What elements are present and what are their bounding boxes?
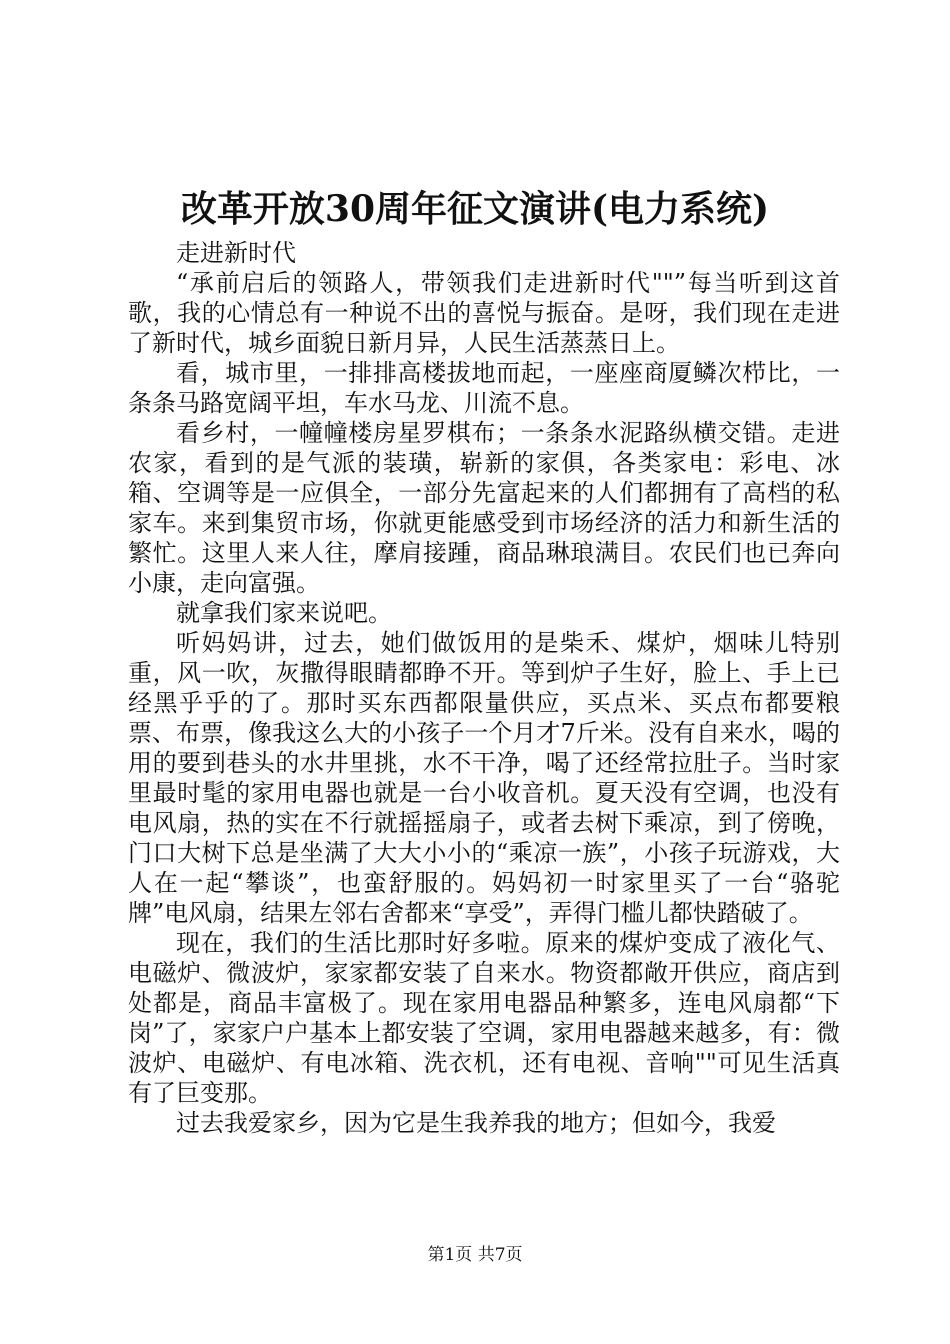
paragraph: 现在，我们的生活比那时好多啦。原来的煤炉变成了液化气、电磁炉、微波炉，家家都安装了自来水。物资都敞开供应，商店到处都是，商品丰富极了。现在家用电器品种繁多，连电风扇都“下岗”了，家家户户基本上都安装了空调，家用电器越来越多，有：微波炉、电磁炉、有电冰箱、洗衣机，还有电视、音响""可见生活真有了巨变那。 bbox=[128, 929, 840, 1107]
paragraph: 听妈妈讲，过去，她们做饭用的是柴禾、煤炉，烟味儿特别重，风一吹，灰撒得眼睛都睁不开。等到炉子生好，脸上、手上已经黑乎乎的了。那时买东西都限量供应，买点米、买点布都要粮票、布票，像我这么大的小孩子一个月才7斤米。没有自来水，喝的用的要到巷头的水井里挑，水不干净，喝了还经常拉肚子。当时家里最时髦的家用电器也就是一台小收音机。夏天没有空调，也没有电风扇，热的实在不行就摇摇扇子，或者去树下乘凉，到了傍晚，门口大树下总是坐满了大大小小的“乘凉一族”，小孩子玩游戏，大人在一起“攀谈”，也蛮舒服的。妈妈初一时家里买了一台“骆驼牌”电风扇，结果左邻右舍都来“享受”，弄得门槛儿都快踏破了。 bbox=[128, 629, 840, 927]
paragraph: “承前启后的领路人，带领我们走进新时代""”每当听到这首歌，我的心情总有一种说不出的喜悦与振奋。是呀，我们现在走进了新时代，城乡面貌日新月异，人民生活蒸蒸日上。 bbox=[128, 269, 840, 357]
document-body bbox=[128, 238, 840, 1138]
page-footer: 第1页 共7页 bbox=[427, 1245, 523, 1265]
paragraph: 过去我爱家乡，因为它是生我养我的地方；但如今，我爱 bbox=[176, 1109, 776, 1137]
paragraph: 走进新时代 bbox=[176, 239, 296, 267]
paragraph: 就拿我们家来说吧。 bbox=[176, 599, 392, 627]
document-title: 改革开放30周年征文演讲(电力系统) bbox=[180, 188, 770, 230]
paragraph: 看，城市里，一排排高楼拔地而起，一座座商厦鳞次栉比，一条条马路宽阔平坦，车水马龙、川流不息。 bbox=[128, 359, 840, 417]
paragraph: 看乡村，一幢幢楼房星罗棋布；一条条水泥路纵横交错。走进农家，看到的是气派的装璜，崭新的家俱，各类家电：彩电、冰箱、空调等是一应俱全，一部分先富起来的人们都拥有了高档的私家车。来到集贸市场，你就更能感受到市场经济的活力和新生活的繁忙。这里人来人往，摩肩接踵，商品琳琅满目。农民们也已奔向小康，走向富强。 bbox=[128, 419, 840, 597]
